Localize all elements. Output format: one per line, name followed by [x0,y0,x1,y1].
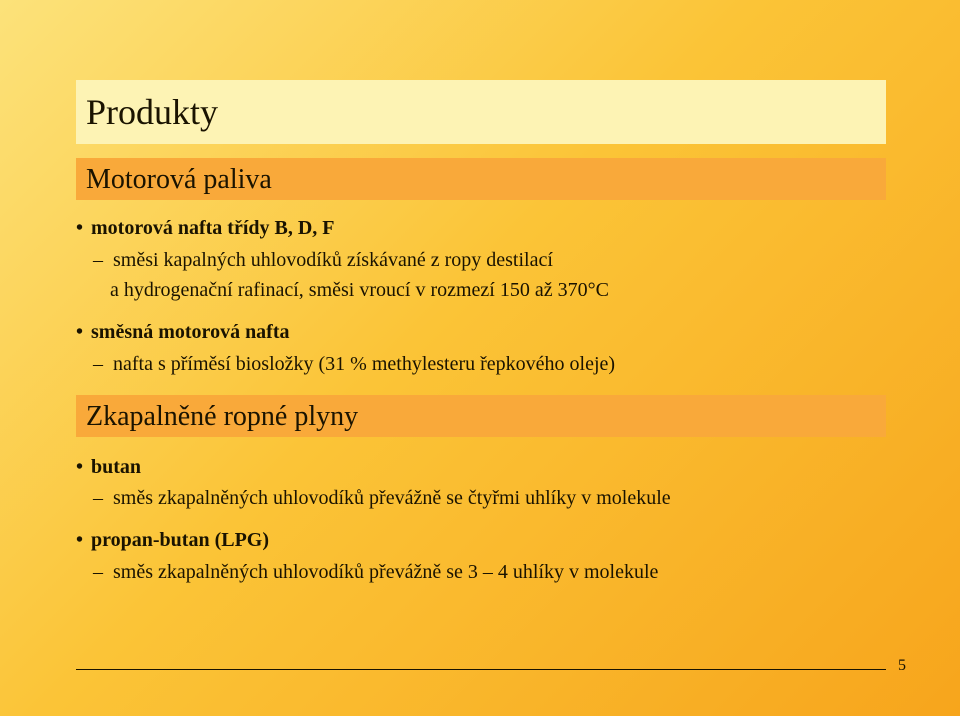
footer-divider [76,669,886,670]
sub-text: směsi kapalných uhlovodíků získávané z ropy destilací [113,249,553,271]
bullet-dot-icon: • [76,321,84,343]
bullet-item-propane-butane [76,528,269,552]
sub-item-diesel [93,248,553,272]
section-heading-bar-lpg [76,395,886,437]
dash-icon: – [93,487,103,509]
bullet-text: směsná motorová nafta [91,321,290,343]
bullet-text: motorová nafta třídy B, D, F [91,217,335,239]
dash-icon: – [93,353,103,375]
sub-text: nafta s příměsí biosložky (31 % methylesteru řepkového oleje) [113,353,616,375]
sub-item-propane-butane [93,560,658,584]
bullet-text: butan [91,456,142,478]
slide-title: Produkty [86,92,219,132]
sub-item-diesel-continued: a hydrogenační rafinací, směsi vroucí v rozmezí 150 až 370°C [110,279,609,301]
title-bar [76,80,886,144]
bullet-dot-icon: • [76,217,84,239]
dash-icon: – [93,249,103,271]
bullet-text: propan-butan (LPG) [91,529,270,551]
bullet-dot-icon: • [76,456,84,478]
dash-icon: – [93,561,103,583]
bullet-item-butane [76,455,141,479]
sub-text: směs zkapalněných uhlovodíků převážně se 3 – 4 uhlíky v molekule [113,561,659,583]
section-heading-bar-motor-fuels [76,158,886,200]
sub-item-butane [93,486,671,510]
bullet-item-diesel [76,216,335,240]
page-number: 5 [898,657,906,674]
bullet-dot-icon: • [76,529,84,551]
sub-text: směs zkapalněných uhlovodíků převážně se čtyřmi uhlíky v molekule [113,487,671,509]
section-heading-lpg: Zkapalněné ropné plyny [86,401,359,432]
bullet-item-blended-diesel [76,320,290,344]
section-heading-motor-fuels: Motorová paliva [86,164,272,195]
sub-item-blended-diesel [93,352,615,376]
